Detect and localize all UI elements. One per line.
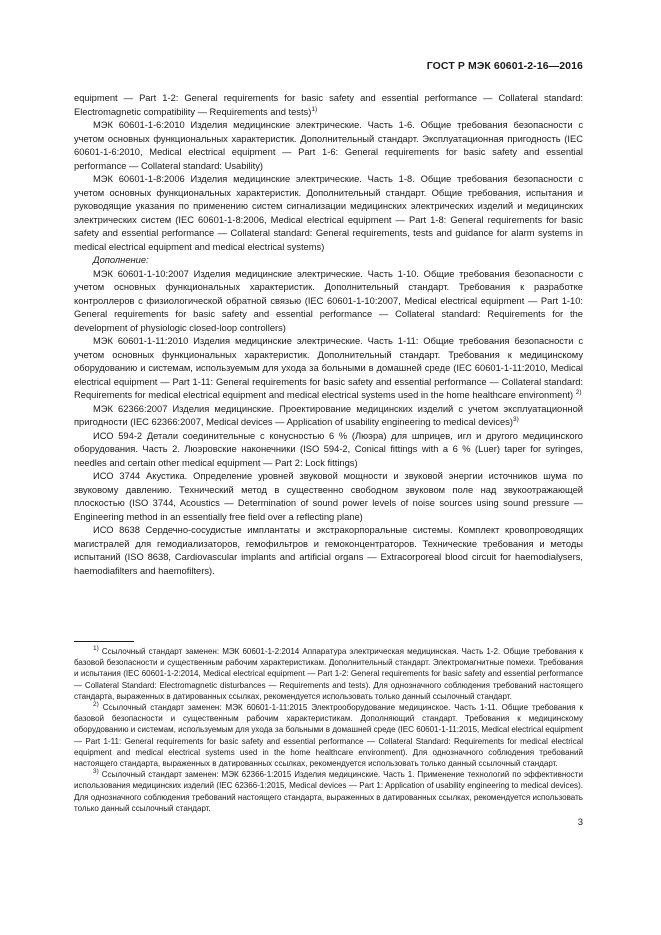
- paragraph-iec-60601-1-6: МЭК 60601-1-6:2010 Изделия медицинские электрические. Часть 1-6. Общие требования безопасности с учетом основных функциональных характеристик. Дополнительный стандарт. Эксплуатационная пригодность (IEC 60601-1-6:2010, Medical electrical equipment — Part 1-6: General requirements for basic safety and essential performance — Collateral standard: Usability): [74, 120, 583, 171]
- footnote-mark-2: 2): [93, 701, 99, 709]
- footnote-ref-3: 3): [513, 416, 519, 423]
- paragraph-iso-8638: ИСО 8638 Сердечно-сосудистые имплантаты и экстракорпоральные системы. Комплект кровопроводящих магистралей для гемодиализаторов, гемофильтров и гемоконцентраторов. Технические требования и методы испытаний (ISO 8638, Cardiovascular implants and artificial organs — Extracorporeal blood circuit for haemodialysers, haemodiafilters and haemofilters).: [74, 525, 583, 576]
- paragraph-iec-60601-1-10: МЭК 60601-1-10:2007 Изделия медицинские электрические. Часть 1-10. Общие требования безопасности с учетом основных функциональных характеристик. Дополнительный стандарт. Требования к разработке контроллеров с физиологической обратной связью (IEC 60601-1-10:2007, Medical electrical equipment — Part 1-10: General requirements for basic safety and essential performance — Collateral standard: Requirements for the development of physiologic closed-loop controllers): [74, 268, 583, 333]
- footnote-separator: [74, 641, 134, 642]
- paragraph-iso-3744: ИСО 3744 Акустика. Определение уровней звуковой мощности и звуковой энергии источников шума по звуковому давлению. Технический метод в существенно свободном звуковом поле над звукоотражающей плоскостью (ISO 3744, Acoustics — Determination of sound power levels of noise sources using sound pressure — Engineering method in an essentially free field over a reflecting plane): [74, 471, 583, 522]
- paragraph-iec-62366: МЭК 62366:2007 Изделия медицинские. Проектирование медицинских изделий с учетом эксплуатационной пригодности (IEC 62366:2007, Medical devices — Application of usability engineering to medical devices)$^{3)}$: [74, 403, 583, 427]
- footnote-2: $^{2)}$ Ссылочный стандарт заменен: МЭК 60601-1-11:2015 Электрооборудование медицинское. Часть 1-11. Общие требования к базовой безопасности и существенным рабочим характеристикам. Дополняющий стандарт. Требования к медицинскому оборудованию и системам, используемым для ухода за больными в домашней среде (IEC 60601-1-11:2015, Medical electrical equipment — Part 1-11: General requirements for basic safety and essential performance — Collateral Standard: Requirements for medical electrical equipment and medical electrical systems used in the home healthcare environment). Для однозначного соблюдения требований настоящего стандарта, выраженных в датированных ссылках, рекомендуется использовать только данный ссылочный стандарт.: [74, 701, 583, 769]
- paragraph-continuation: equipment — Part 1-2: General requirements for basic safety and essential performance — Collateral standard: Electromagnetic compatibility — Requirements and tests)$^{1)}$: [74, 93, 583, 117]
- paragraph-iec-60601-1-11: МЭК 60601-1-11:2010 Изделия медицинские электрические. Часть 1-11: Общие требования безопасности с учетом основных функциональных характеристик. Дополнительный стандарт. Требования к медицинскому оборудованию и системам, используемым для ухода за больными в домашней среде (IEC 60601-1-11:2010, Medical electrical equipment — Part 1-11: General requirements for basic safety and essential performance — Collateral standard: Requirements for medical electrical equipment and medical electrical systems used in the home healthcare environment) $^{2)}$: [74, 336, 583, 400]
- document-header: ГОСТ Р МЭК 60601-2-16—2016: [426, 60, 583, 72]
- footnote-3: $^{3)}$ Ссылочный стандарт заменен: МЭК 62366-1:2015 Изделия медицинские. Часть 1. Применение технологий по эффективности использования медицинских изделий (IEC 62366-1:2015, Medical devices — Part 1: Application of usability engineering to medical devices). Для однозначного соблюдения требований настоящего стандарта, выраженных в датированных ссылках, рекомендуется использовать только данный ссылочный стандарт.: [74, 768, 583, 813]
- footnote-ref-1: 1): [311, 105, 318, 113]
- page-number: 3: [577, 817, 583, 828]
- footnotes: [74, 646, 583, 814]
- footnote-ref-2: 2): [575, 389, 582, 396]
- footnote-mark-1: 1): [93, 645, 99, 652]
- paragraph-iec-60601-1-8: МЭК 60601-1-8:2006 Изделия медицинские электрические. Часть 1-8. Общие требования безопасности с учетом основных функциональных характеристик. Дополнительный стандарт. Общие требования, испытания и руководящие указания по применению систем сигнализации медицинских электрических изделий и медицинских электрических систем (IEC 60601-1-8:2006, Medical electrical equipment — Part 1-8: General requirements for basic safety and essential performance — Collateral standard: General requirements, tests and guidance for alarm systems in medical electrical equipment and medical electrical systems): [74, 174, 583, 252]
- main-text: [74, 92, 583, 578]
- footnote-1: $^{1)}$ Ссылочный стандарт заменен: МЭК 60601-1-2:2014 Аппаратура электрическая медицинская. Часть 1-2. Общие требования к базовой безопасности и существенным рабочим характеристикам. Дополнительный стандарт. Электромагнитные помехи. Требования и испытания (IEC 60601-1-2:2014, Medical electrical equipment — Part 1-2: General requirements for basic safety and essential performance — Collateral Standard: Electromagnetic disturbances — Requirements and tests). Для однозначного соблюдения требований настоящего стандарта, выраженных в датированных ссылках, рекомендуется использовать только данный ссылочный стандарт.: [74, 645, 583, 701]
- paragraph-iso-594-2: ИСО 594-2 Детали соединительные с конусностью 6 % (Люэра) для шприцев, игл и другого медицинского оборудования. Часть 2. Люэровские наконечники (ISO 594-2, Conical fittings with a 6 % (Luer) taper for syringes, needles and certain other medical equipment — Part 2: Lock fittings): [74, 430, 583, 468]
- footnote-mark-3: 3): [93, 768, 99, 776]
- addendum-label: Дополнение:: [93, 255, 149, 265]
